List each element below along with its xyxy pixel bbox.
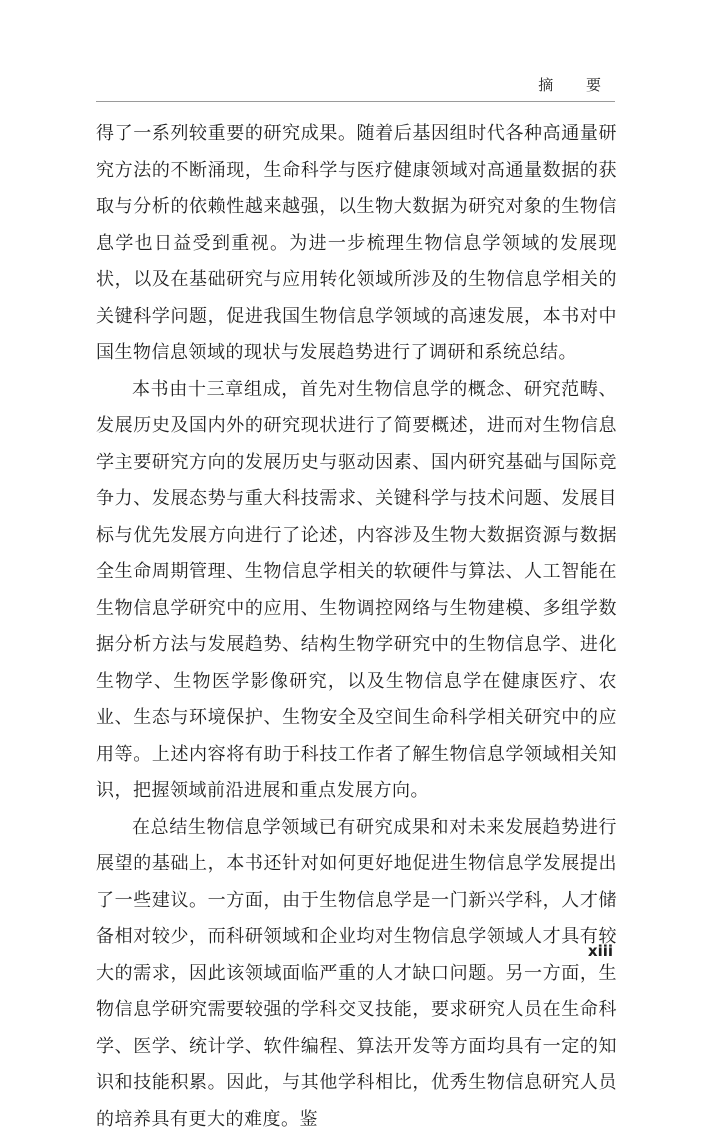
running-head: 摘 要 [538,74,615,96]
paragraph-recommendations: 在总结生物信息学领域已有研究成果和对未来发展趋势进行展望的基础上，本书还针对如何更好地促进生物信息学发展提出了一些建议。一方面，由于生物信息学是一门新兴学科，人才储备相对较少，而科研领域和企业均对生物信息学领域人才具有较大的需求，因此该领域面临严重的人才缺口问题。另一方面，生物信息学研究需要较强的学科交叉技能，要求研究人员在生命科学、医学、统计学、软件编程、算法开发等方面均具有一定的知识和技能积累。因此，与其他学科相比，优秀生物信息研究人员的培养具有更大的难度。鉴 [96,810,617,1138]
body-text [96,116,617,1138]
paragraph-continued: 得了一系列较重要的研究成果。随着后基因组时代各种高通量研究方法的不断涌现，生命科学与医疗健康领域对高通量数据的获取与分析的依赖性越来越强，以生物大数据为研究对象的生物信息学也日益受到重视。为进一步梳理生物信息学领域的发展现状，以及在基础研究与应用转化领域所涉及的生物信息学相关的关键科学问题，促进我国生物信息学领域的高速发展，本书对中国生物信息领域的现状与发展趋势进行了调研和系统总结。 [96,116,617,372]
paragraph-book-structure: 本书由十三章组成，首先对生物信息学的概念、研究范畴、发展历史及国内外的研究现状进行了简要概述，进而对生物信息学主要研究方向的发展历史与驱动因素、国内研究基础与国际竞争力、发展态势与重大科技需求、关键科学与技术问题、发展目标与优先发展方向进行了论述，内容涉及生物大数据资源与数据全生命周期管理、生物信息学相关的软硬件与算法、人工智能在生物信息学研究中的应用、生物调控网络与生物建模、多组学数据分析方法与发展趋势、结构生物学研究中的生物信息学、进化生物学、生物医学影像研究，以及生物信息学在健康医疗、农业、生态与环境保护、生物安全及空间生命科学相关研究中的应用等。上述内容将有助于科技工作者了解生物信息学领域相关知识，把握领域前沿进展和重点发展方向。 [96,372,617,810]
header-rule [96,101,615,102]
page-number: xiii [588,941,613,961]
